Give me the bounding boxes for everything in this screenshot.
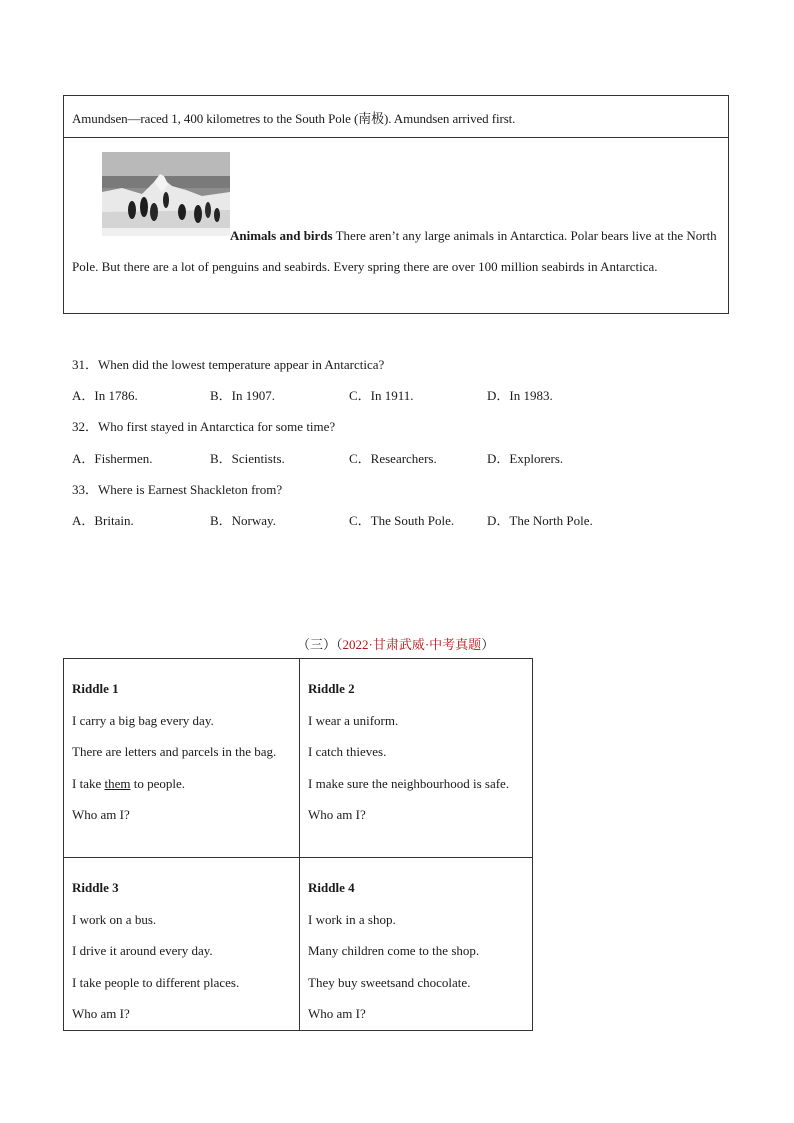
option-text: Britain. xyxy=(94,513,134,528)
option-33-a xyxy=(72,510,134,529)
riddle-line: Many children come to the shop. xyxy=(308,943,480,958)
option-letter: D． xyxy=(487,451,510,466)
question-32 xyxy=(72,416,335,435)
question-31 xyxy=(72,354,384,373)
option-32-c xyxy=(349,448,437,467)
riddle-question: Who am I? xyxy=(308,1006,366,1021)
option-31-d xyxy=(487,385,553,404)
riddle-line: I carry a big bag every day. xyxy=(72,712,214,728)
question-number: 32． xyxy=(72,419,99,434)
riddle-2-cell xyxy=(300,659,533,858)
section-heading xyxy=(297,634,494,653)
option-33-b xyxy=(210,510,276,529)
option-letter: B． xyxy=(210,513,232,528)
option-33-d xyxy=(487,510,593,529)
option-text: In 1911. xyxy=(370,388,414,403)
riddle-question: Who am I? xyxy=(72,807,130,822)
riddle-line: I drive it around every day. xyxy=(72,943,213,958)
option-text: Norway. xyxy=(231,513,276,528)
riddle-line-start: I take xyxy=(72,775,105,791)
option-letter: B． xyxy=(210,388,232,403)
riddle-line: I take people to different places. xyxy=(72,974,240,990)
section-prefix: （三）（ xyxy=(297,637,343,652)
option-letter: B． xyxy=(210,451,232,466)
option-31-c xyxy=(349,385,414,404)
riddle-title: Riddle 1 xyxy=(72,681,119,696)
riddle-line: I work on a bus. xyxy=(72,911,157,927)
riddle-line: I catch thieves. xyxy=(308,744,387,759)
passage-row-amundsen: Amundsen—raced 1, 400 kilometres to the South Pole (南极). Amundsen arrived first. xyxy=(64,96,728,138)
riddle-line-end: to people. xyxy=(130,775,185,791)
option-text: In 1786. xyxy=(94,388,138,403)
riddles-table xyxy=(63,658,533,1031)
option-text: The North Pole. xyxy=(509,513,593,528)
riddle-title: Riddle 3 xyxy=(72,880,119,895)
animals-and-birds-text: There aren’t any large animals in Antarctica. Polar bears live at the North Pole. But there are a lot of penguins and seabirds. Every spring there are over 100 million seabirds in Antarctica. xyxy=(72,228,717,274)
option-32-d xyxy=(487,448,563,467)
option-text: In 1983. xyxy=(509,388,553,403)
riddle-1-cell xyxy=(64,659,300,858)
riddle-line: I make sure the neighbourhood is safe. xyxy=(308,775,510,791)
option-letter: C． xyxy=(349,513,371,528)
question-text: When did the lowest temperature appear in Antarctica? xyxy=(98,357,385,372)
option-text: The South Pole. xyxy=(370,513,455,528)
riddle-line: I work in a shop. xyxy=(308,911,396,927)
question-number: 33． xyxy=(72,482,99,497)
underlined-word: them xyxy=(104,775,131,791)
riddle-line-with-underline xyxy=(72,768,291,800)
option-letter: A． xyxy=(72,451,95,466)
option-letter: C． xyxy=(349,451,371,466)
animals-and-birds-heading: Animals and birds xyxy=(230,228,333,243)
option-32-a xyxy=(72,448,153,467)
riddle-question: Who am I? xyxy=(308,807,366,822)
section-source: 2022·甘肃武威·中考真题 xyxy=(342,637,482,652)
section-suffix: ） xyxy=(481,637,495,652)
riddle-4-cell xyxy=(300,858,533,1031)
question-33 xyxy=(72,479,282,498)
animals-and-birds-paragraph xyxy=(72,220,724,282)
riddle-3-cell xyxy=(64,858,300,1031)
riddle-line: There are letters and parcels in the bag. xyxy=(72,744,277,759)
option-text: In 1907. xyxy=(231,388,276,403)
riddle-title: Riddle 4 xyxy=(308,880,355,895)
option-letter: D． xyxy=(487,388,510,403)
option-letter: C． xyxy=(349,388,371,403)
option-text: Explorers. xyxy=(509,451,564,466)
riddle-line: They buy sweetsand chocolate. xyxy=(308,974,471,990)
riddle-question: Who am I? xyxy=(72,1006,130,1021)
question-text: Who first stayed in Antarctica for some time? xyxy=(98,419,336,434)
riddle-line: I wear a uniform. xyxy=(308,712,399,728)
option-letter: D． xyxy=(487,513,510,528)
option-letter: A． xyxy=(72,513,95,528)
option-text: Researchers. xyxy=(370,451,437,466)
riddle-title: Riddle 2 xyxy=(308,681,355,696)
question-number: 31． xyxy=(72,357,99,372)
option-text: Fishermen. xyxy=(94,451,153,466)
option-32-b xyxy=(210,448,285,467)
option-33-c xyxy=(349,510,454,529)
option-31-a xyxy=(72,385,138,404)
option-text: Scientists. xyxy=(231,451,285,466)
option-letter: A． xyxy=(72,388,95,403)
option-31-b xyxy=(210,385,275,404)
passage-table xyxy=(63,95,729,314)
question-text: Where is Earnest Shackleton from? xyxy=(98,482,283,497)
